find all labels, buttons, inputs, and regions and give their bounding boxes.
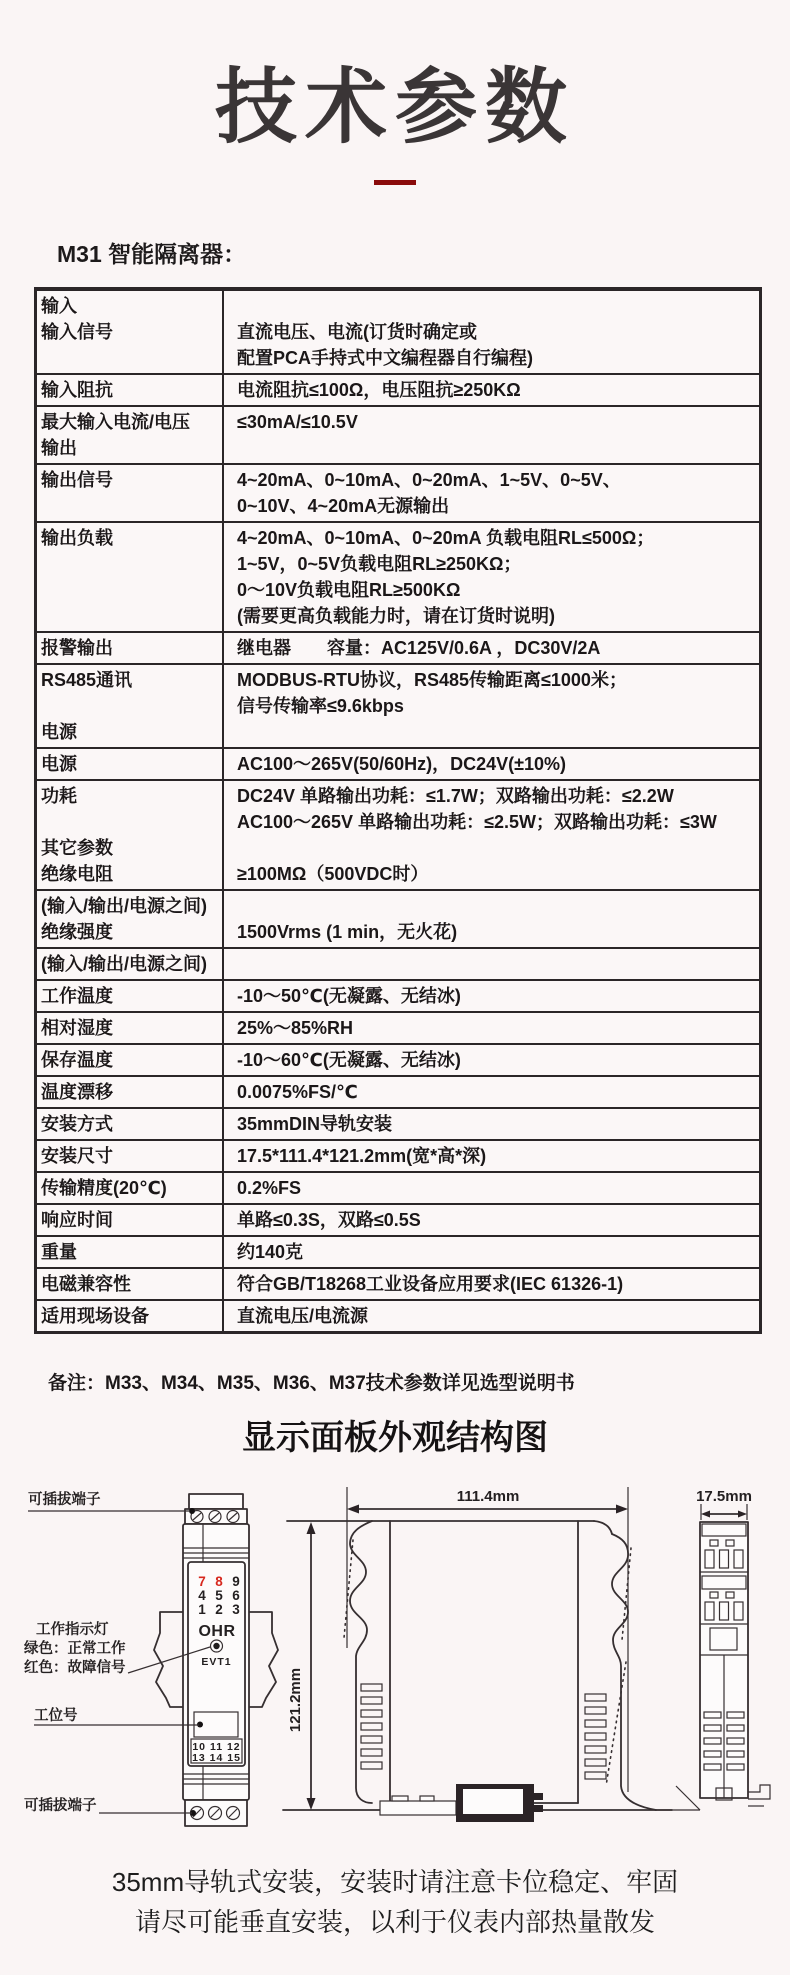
svg-text:9: 9 (232, 1574, 240, 1589)
spec-label-cell: 输入 输入信号 (37, 291, 224, 373)
right-wing (249, 1612, 278, 1707)
din-rail (380, 1801, 456, 1815)
spec-value-cell: 35mmDIN导轨安装 (237, 1114, 393, 1134)
spec-label-cell: (输入/输出/电源之间) (37, 949, 224, 979)
table-row (37, 1077, 759, 1109)
spec-value-cell: 符合GB/T18268工业设备应用要求(IEC 61326-1) (237, 1274, 624, 1294)
svg-text:10 11 12: 10 11 12 (192, 1741, 241, 1753)
spec-label-cell: 响应时间 (37, 1205, 224, 1235)
install-note-line1: 35mm导轨式安装，安装时请注意卡位稳定、牢固 (111, 1867, 679, 1897)
table-row (37, 749, 759, 781)
spec-value-cell: AC100～265V(50/60Hz)，DC24V(±10%) (237, 754, 567, 774)
install-note-line2: 请尽可能垂直安装，以利于仪表内部热量散发 (134, 1907, 655, 1937)
side-right-profile (612, 1534, 656, 1810)
spec-label-cell: 电源 (37, 749, 224, 779)
spec-table (34, 287, 762, 1334)
table-row (37, 291, 759, 375)
svg-text:6: 6 (232, 1588, 240, 1603)
spec-value-cell: 0.2%FS (237, 1178, 302, 1198)
svg-text:3: 3 (232, 1602, 240, 1617)
section-subtitle: M31 智能隔离器： (57, 241, 247, 267)
spec-value-cell: 4~20mA、0~10mA、0~20mA 负载电阻RL≤500Ω； 1~5V，0~5V负载电阻RL≥250KΩ； 0～10V负载电阻RL≥500KΩ (需要更高负载能力时，请在订货时说明) (237, 528, 655, 626)
table-row (37, 633, 759, 665)
spec-value-cell: 直流电压/电流源 (237, 1306, 369, 1326)
page-title: 技术参数 (214, 62, 575, 153)
pluggable-terminal-top-label: 可插拔端子 (28, 1492, 101, 1508)
spec-value-cell: -10～50℃(无凝露、无结冰) (237, 986, 461, 1006)
spec-label-cell: 安装尺寸 (37, 1141, 224, 1171)
spec-label-cell: 重量 (37, 1237, 224, 1267)
table-row (37, 1173, 759, 1205)
spec-value-cell: 直流电压、电流(订货时确定或 配置PCA手持式中文编程器自行编程) (237, 322, 533, 368)
indicator-label-3: 红色：故障信号 (24, 1660, 126, 1676)
svg-text:8: 8 (215, 1574, 223, 1589)
table-row (37, 1141, 759, 1173)
side-vents (361, 1684, 606, 1779)
spec-value-cell: 继电器 容量：AC125V/0.6A ，DC30V/2A (237, 638, 601, 658)
svg-text:2: 2 (215, 1602, 223, 1617)
spec-value-cell: 17.5*111.4*121.2mm(宽*高*深) (237, 1146, 487, 1166)
spec-value-cell: 电流阻抗≤100Ω，电压阻抗≥250KΩ (237, 380, 521, 400)
table-row (37, 523, 759, 633)
led-label: EVT1 (201, 1656, 232, 1668)
spec-value-cell: 1500Vrms (1 min，无火花) (237, 922, 458, 942)
side-left-profile (350, 1521, 372, 1803)
table-row (37, 465, 759, 523)
left-wing (154, 1612, 183, 1707)
spec-label-cell: 报警输出 (37, 633, 224, 663)
table-row (37, 981, 759, 1013)
spec-label-cell: 温度漂移 (37, 1077, 224, 1107)
table-row (37, 781, 759, 891)
spec-value-cell: 25%～85%RH (237, 1018, 354, 1038)
dim-depth-label: 17.5mm (696, 1488, 752, 1505)
svg-text:7: 7 (198, 1574, 206, 1589)
dim-height-label: 121.2mm (287, 1667, 304, 1733)
spec-label-cell: 输出信号 (37, 465, 224, 521)
install-note (0, 1862, 790, 1942)
din-clip (456, 1784, 543, 1822)
table-row (37, 1301, 759, 1331)
table-row (37, 891, 759, 949)
spec-label-cell: 工作温度 (37, 981, 224, 1011)
spec-value-cell: MODBUS-RTU协议，RS485传输距离≤1000米； 信号传输率≤9.6kbps (237, 670, 627, 716)
spec-label-cell: 传输精度(20℃) (37, 1173, 224, 1203)
spec-value-cell: -10～60℃(无凝露、无结冰) (237, 1050, 461, 1070)
table-row (37, 1269, 759, 1301)
diagram-title: 显示面板外观结构图 (242, 1419, 548, 1457)
table-row (37, 407, 759, 465)
table-row (37, 1013, 759, 1045)
indicator-label-2: 绿色：正常工作 (24, 1641, 126, 1657)
table-row (37, 665, 759, 749)
front-view (154, 1494, 278, 1826)
accent-dash (374, 180, 416, 185)
table-row (37, 1045, 759, 1077)
front-terminal-digits (198, 1574, 240, 1617)
table-note: 备注：M33、M34、M35、M36、M37技术参数详见选型说明书 (48, 1373, 575, 1394)
table-row (37, 949, 759, 981)
spec-label-cell: (输入/输出/电源之间) 绝缘强度 (37, 891, 224, 947)
svg-text:1: 1 (198, 1602, 206, 1617)
spec-value-cell: DC24V 单路输出功耗：≤1.7W；双路输出功耗：≤2.2W AC100～265V 单路输出功耗：≤2.5W；双路输出功耗：≤3W ≥100MΩ（500VDC时） (237, 786, 717, 884)
spec-value-cell: 4~20mA、0~10mA、0~20mA、1~5V、0~5V、 0~10V、4~20mA无源输出 (237, 470, 621, 516)
spec-label-cell: 适用现场设备 (37, 1301, 224, 1331)
spec-label-cell: 输出负载 (37, 523, 224, 631)
indicator-label-1: 工作指示灯 (36, 1622, 109, 1638)
svg-text:5: 5 (215, 1588, 223, 1603)
spec-label-cell: 功耗 其它参数 绝缘电阻 (37, 781, 224, 889)
brand-logo: OHR (198, 1623, 236, 1640)
spec-label-cell: 输入阻抗 (37, 375, 224, 405)
spec-value-cell: 单路≤0.3S，双路≤0.5S (237, 1210, 421, 1230)
top-view (655, 1488, 770, 1810)
spec-value-cell: 0.0075%FS/℃ (237, 1082, 358, 1102)
spec-label-cell: 安装方式 (37, 1109, 224, 1139)
spec-label-cell: 最大输入电流/电压 输出 (37, 407, 224, 463)
spec-label-cell: 保存温度 (37, 1045, 224, 1075)
table-row (37, 1205, 759, 1237)
spec-value-cell (224, 949, 759, 979)
pluggable-terminal-bottom-label: 可插拔端子 (24, 1798, 97, 1814)
table-row (37, 1109, 759, 1141)
table-row (37, 375, 759, 407)
top-terminal-cap (189, 1494, 243, 1509)
dim-width-label: 111.4mm (456, 1488, 520, 1505)
side-view (283, 1487, 672, 1822)
spec-value-cell: 约140克 (237, 1242, 304, 1262)
table-row (37, 1237, 759, 1269)
spec-label-cell: 电磁兼容性 (37, 1269, 224, 1299)
svg-text:4: 4 (198, 1588, 206, 1603)
spec-label-cell: 相对湿度 (37, 1013, 224, 1043)
station-no-label: 工位号 (34, 1708, 78, 1724)
svg-text:13 14 15: 13 14 15 (192, 1752, 241, 1764)
spec-label-cell: RS485通讯 电源 (37, 665, 224, 747)
spec-value-cell: ≤30mA/≤10.5V (237, 412, 358, 432)
outline-diagram (0, 1460, 790, 1845)
